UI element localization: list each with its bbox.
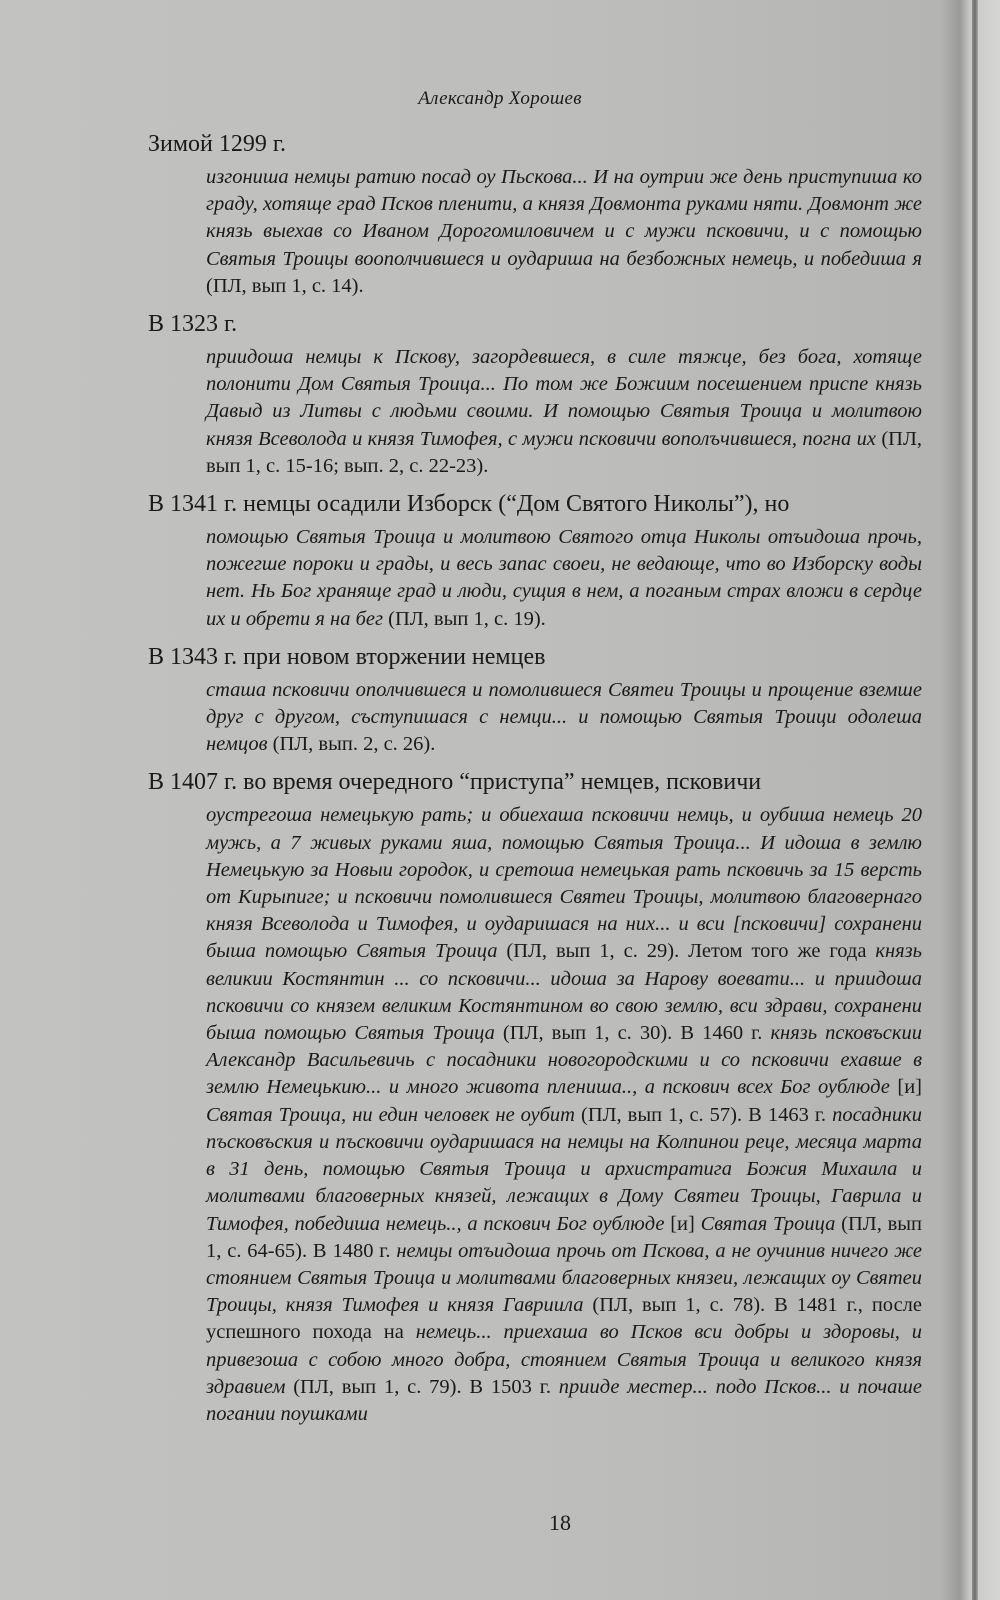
citation: [и] <box>897 1076 922 1099</box>
chronicle-quote <box>206 164 922 300</box>
chronicle-quote <box>206 344 922 480</box>
citation: (ПЛ, вып 1, с. 15-16; вып. 2, с. 22-23). <box>206 427 922 477</box>
quote-text: помощью Святыя Троица и молитвою Святого отца Николы отъидоша прочь, пожегше пороки и грады, и весь запас своеи, не ведающе, что во Изборску воды нет. Нь Бог храняще град и люди, сущия в нем, а поганым страх вложи в сердце их и обрети я на бег <box>206 526 922 630</box>
entry-lead: В 1323 г. <box>148 311 238 338</box>
quote-text: сташа псковичи ополчившеся и помолившеся Святеи Троицы и прощение вземше друг с другом, съступишася с немци... и помощью Святыя Троици одолеша немцов <box>206 678 922 756</box>
quote-text: прииде местер... подо Псков... и почаше погании поушками <box>206 1375 922 1425</box>
citation: (ПЛ, вып. 2, с. 26). <box>267 733 436 756</box>
book-spine-shadow <box>972 0 978 1600</box>
quote-text: посадники пъсковъския и пъсковичи оударишася на немцы на Колпинои реце, месяца марта в 31 день, помощью Святыя Троица и архистратига Божия Михаила и молитвами благоверных князей, лежащих в Дому Святеи Троицы, Гаврила и Тимофея, победиша немець.., а пскович Бог оублюде <box>206 1103 923 1235</box>
entry-lead: В 1343 г. при новом вторжении немцев <box>148 643 546 670</box>
quote-text: Святая Троица <box>694 1212 836 1235</box>
citation: (ПЛ, вып 1, с. 78). В 1481 г., после успешного похода на <box>206 1294 922 1344</box>
entry-1299 <box>148 128 948 300</box>
entry-1343 <box>148 641 948 759</box>
entry-lead: В 1341 г. немцы осадили Изборск (“Дом Святого Николы”), но <box>148 491 790 518</box>
citation: (ПЛ, вып 1, с. 29). Летом того же года <box>497 940 876 963</box>
running-header-author: Александр Хорошев <box>418 88 582 109</box>
page-body <box>148 128 948 1436</box>
entry-lead: Зимой 1299 г. <box>148 131 287 157</box>
citation: (ПЛ, вып 1, с. 57). В 1463 г. <box>574 1103 833 1126</box>
quote-text: изгониша немцы ратию посад оу Пьскова... И на оутрии же день приступиша ко граду, хотяще град Псков пленити, а князя Довмонта руками няти. Довмонт же князь выехав со Иваном Дорогомиловичем и с мужи псковичи, и с помощью Святыя Троицы воополчившеся и оудариша на безбожных немець, и победиша я <box>206 166 922 270</box>
citation: (ПЛ, вып 1, с. 19). <box>383 607 546 630</box>
citation: (ПЛ, вып 1, с. 64-65). В 1480 г. <box>206 1212 922 1262</box>
quote-text: Святая Троица, ни един человек не оубит <box>206 1103 575 1126</box>
entry-lead: В 1407 г. во время очередного “приступа” немцев, псковичи <box>148 769 762 796</box>
quote-text: князь псковъскии Александр Васильевичь с посадники новогородскими и со псковичи ехавше в землю Немецькию... и много живота плениша.., а пскович всех Бог оублюде <box>206 1022 922 1099</box>
quote-text: немець... приехаша во Псков вси добры и здоровы, и привезоша с собою много добра, стоянием Святыя Троица и великого князя здравием <box>206 1321 923 1398</box>
quote-text: немцы отъидоша прочь от Пскова, а не оучинив ничего же стоянием Святыя Троица и молитвами благоверных князеи, лежащих оу Святеи Троицы, князя Тимофея и князя Гавриила <box>206 1239 922 1317</box>
citation: (ПЛ, вып 1, с. 79). В 1503 г. <box>285 1375 559 1398</box>
quote-text: князь великии Костянтин ... со псковичи... идоша за Нарову воевати... и приидоша псковичи со князем великим Костянтином во свою землю, вси здрави, сохранени быша помощью Святыя Троица <box>206 940 923 1045</box>
citation: (ПЛ, вып 1, с. 30). В 1460 г. <box>494 1022 771 1045</box>
entry-1341 <box>148 488 948 633</box>
entry-1323 <box>148 308 948 480</box>
chronicle-quote <box>206 524 922 633</box>
citation: [и] <box>670 1212 695 1235</box>
page-number: 18 <box>549 1510 571 1535</box>
citation: (ПЛ, вып 1, с. 14). <box>206 274 364 297</box>
quote-text: приидоша немцы к Пскову, загордевшеся, в силе тяжце, без бога, хотяще полонити Дом Святыя Троица... По том же Божиим посешением приспе князь Давыд из Литвы с людьми своими. И помощью Святыя Троица и молитвою князя Всеволода и князя Тимофея, с мужи псковичи вополъчившеся, погна их <box>206 346 922 450</box>
chronicle-quote <box>206 677 922 759</box>
quote-text: оустрегоша немецькую рать; и обиехаша псковичи немць, и оубиша немець 20 мужь, а 7 живых руками яша, помощью Святыя Троица... И идоша в землю Немецькую за Новыи городок, и сретоша немецькая рать псковичь за 15 версть от Кирыпиге; и псковичи помолившеся Святеи Троицы, молитвою благовернаго князя Всеволода и Тимофея, и оударишася на них... и вси [псковичи] сохранени быша помощью Святыя Троица <box>206 804 922 963</box>
chronicle-quote <box>206 802 922 1428</box>
entry-1407 <box>148 766 948 1428</box>
